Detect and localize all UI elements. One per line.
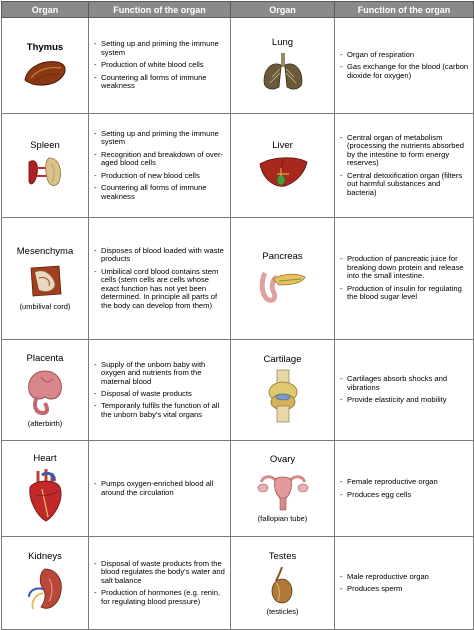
organ-name-spleen: Spleen (30, 139, 60, 151)
organ-cell-cartilage (231, 340, 335, 441)
list-item: - Female reproductive organ (339, 478, 470, 486)
placenta-illustration-icon (23, 367, 67, 417)
liver-illustration-icon (257, 154, 309, 190)
list-item: - Production of hormones (e.g. renin, for regulating blood pressure) (93, 589, 227, 606)
table-row (2, 114, 474, 218)
function-list-lung (339, 51, 470, 80)
function-list-cartilage (339, 375, 470, 404)
organ-cell-mesenchyma (2, 218, 89, 340)
organ-name-pancreas: Pancreas (262, 250, 303, 262)
function-list-mesenchyma (93, 247, 227, 310)
organ-name-mesenchyma: Mesenchyma (16, 246, 74, 257)
organ-name-thymus: Thymus (26, 41, 64, 53)
organ-cell-thymus (2, 18, 89, 114)
function-cell-heart (89, 441, 231, 537)
list-item: - Disposes of blood loaded with waste products (93, 247, 227, 264)
list-item: - Produces sperm (339, 585, 470, 593)
function-cell-spleen (89, 114, 231, 218)
function-cell-mesenchyma (89, 218, 231, 340)
list-item: - Gas exchange for the blood (carbon dioxide for oxygen) (339, 63, 470, 80)
thymus-illustration-icon (21, 56, 69, 88)
function-cell-cartilage (335, 340, 474, 441)
function-cell-liver (335, 114, 474, 218)
organ-name-heart: Heart (33, 452, 57, 464)
spleen-illustration-icon (25, 154, 65, 190)
function-cell-lung (335, 18, 474, 114)
list-item: - Countering all forms of immune weakness (93, 74, 227, 91)
organ-name-lung: Lung (271, 36, 294, 48)
organ-cell-liver (231, 114, 335, 218)
header-function-right: Function of the organ (335, 2, 474, 18)
function-cell-thymus (89, 18, 231, 114)
organ-cell-ovary (231, 441, 335, 537)
list-item: - Provide elasticity and mobility (339, 396, 470, 404)
list-item: - Production of insulin for regulating the blood sugar level (339, 285, 470, 302)
list-item: - Recognition and breakdown of over-aged blood cells (93, 151, 227, 168)
organ-cell-lung (231, 18, 335, 114)
organ-sub-mesenchyma: (umbilival cord) (19, 302, 71, 311)
list-item: - Production of white blood cells (93, 61, 227, 69)
function-list-testes (339, 573, 470, 594)
pancreas-illustration-icon (257, 265, 309, 305)
list-item: - Setting up and priming the immune system (93, 130, 227, 147)
lung-illustration-icon (260, 51, 306, 93)
function-list-heart (93, 480, 227, 497)
list-item: - Disposal of waste products from the blood regulates the body's water and salt balance (93, 560, 227, 585)
organ-name-cartilage: Cartilage (263, 354, 302, 365)
organ-cell-testes (231, 537, 335, 630)
kidney-illustration-icon (25, 565, 65, 613)
table-row (2, 340, 474, 441)
list-item: - Male reproductive organ (339, 573, 470, 581)
list-item: - Production of new blood cells (93, 172, 227, 180)
heart-illustration-icon (22, 467, 68, 523)
organ-cell-heart (2, 441, 89, 537)
function-cell-placenta (89, 340, 231, 441)
organ-name-liver: Liver (272, 139, 293, 151)
list-item: - Central organ of metabolism (processing the nutrients absorbed by the intestine to form energy reserves) (339, 134, 470, 168)
list-item: - Countering all forms of immune weakness (93, 184, 227, 201)
list-item: - Production of pancreatic juice for breaking down protein and release into the small intestine. (339, 255, 470, 280)
umbilical-cord-illustration-icon (25, 260, 65, 300)
cartilage-illustration-icon (263, 368, 303, 424)
table-row (2, 218, 474, 340)
testes-illustration-icon (266, 565, 300, 605)
header-function-left: Function of the organ (89, 2, 231, 18)
organ-function-table (1, 1, 474, 630)
table-row (2, 441, 474, 537)
organ-cell-placenta (2, 340, 89, 441)
organ-cell-kidneys (2, 537, 89, 630)
list-item: - Cartilages absorb shocks and vibrations (339, 375, 470, 392)
function-cell-ovary (335, 441, 474, 537)
function-list-placenta (93, 361, 227, 419)
table-row (2, 18, 474, 114)
header-organ-right: Organ (231, 2, 335, 18)
function-cell-pancreas (335, 218, 474, 340)
organ-name-placenta: Placenta (26, 352, 64, 364)
organ-sub-testes: (testicles) (266, 606, 299, 616)
organ-cell-pancreas (231, 218, 335, 340)
function-list-thymus (93, 40, 227, 90)
organ-name-kidneys: Kidneys (28, 551, 62, 562)
list-item: - Temporarily fulfils the function of all the unborn baby's vital organs (93, 402, 227, 419)
function-list-spleen (93, 130, 227, 201)
organ-sub-ovary: (fallopian tube) (257, 514, 308, 523)
table-row (2, 537, 474, 630)
header-organ-left: Organ (2, 2, 89, 18)
organ-sub-placenta: (afterbirth) (27, 418, 63, 428)
list-item: - Organ of respiration (339, 51, 470, 59)
list-item: - Supply of the unborn baby with oxygen and nutrients from the maternal blood (93, 361, 227, 386)
function-list-kidneys (93, 560, 227, 606)
header-row (2, 2, 474, 18)
function-list-pancreas (339, 255, 470, 301)
ovary-illustration-icon (255, 468, 311, 512)
organ-cell-spleen (2, 114, 89, 218)
list-item: - Disposal of waste products (93, 390, 227, 398)
function-cell-kidneys (89, 537, 231, 630)
list-item: - Produces egg cells (339, 491, 470, 499)
function-cell-testes (335, 537, 474, 630)
list-item: - Central detoxification organ (filters out harmful substances and bacteria) (339, 172, 470, 197)
list-item: - Pumps oxygen-enriched blood all around the circulation (93, 480, 227, 497)
list-item: - Umbilical cord blood contains stem cells (stem cells are cells whose exact function has not yet been determined. In principle all parts of the body can develop from them) (93, 268, 227, 310)
function-list-liver (339, 134, 470, 197)
list-item: - Setting up and priming the immune system (93, 40, 227, 57)
organ-name-ovary: Ovary (269, 454, 296, 465)
function-list-ovary (339, 478, 470, 499)
organ-name-testes: Testes (268, 550, 297, 562)
